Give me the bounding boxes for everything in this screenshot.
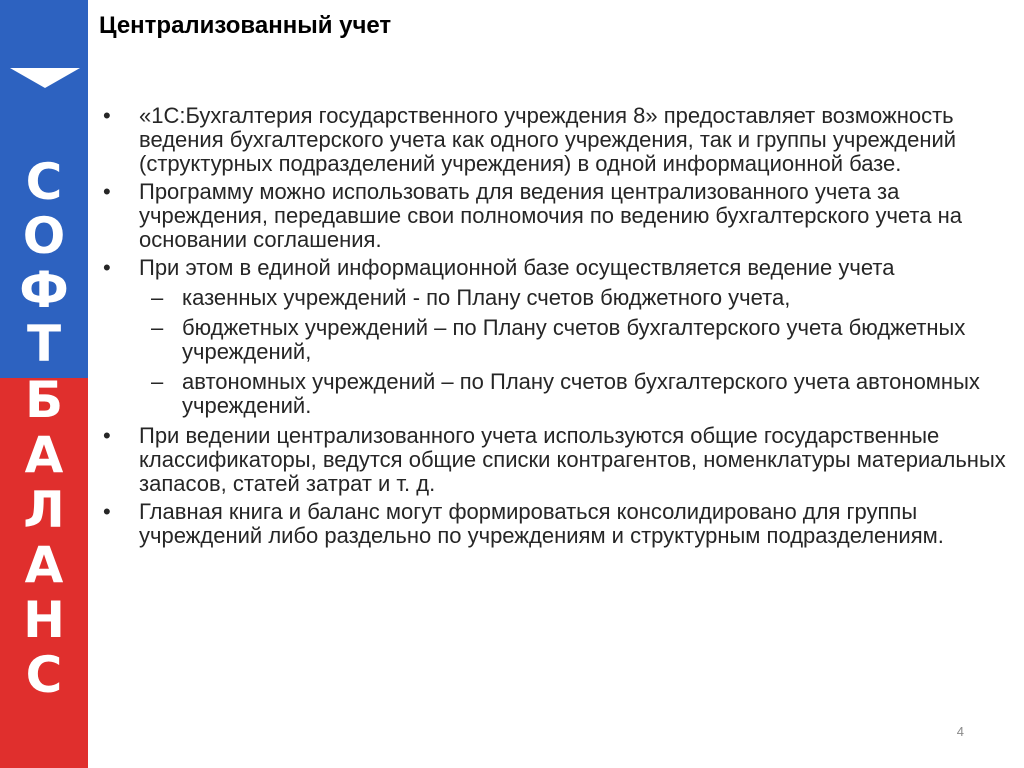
bullet-dot-icon: • [103, 255, 111, 280]
sub-bullet-text: бюджетных учреждений – по Плану счетов бухгалтерского учета бюджетных учреждений, [182, 315, 966, 364]
logo-letter-5: Б [24, 371, 64, 429]
dash-icon: – [151, 285, 164, 310]
sub-bullet-item [99, 286, 1014, 310]
bullet-list [99, 104, 1014, 280]
bullet-text: При этом в единой информационной базе осуществляется ведение учета [139, 255, 895, 280]
bullet-list-continued [99, 424, 1014, 548]
dash-icon: – [151, 369, 164, 394]
bullet-dot-icon: • [103, 423, 111, 448]
bullet-dot-icon: • [103, 179, 111, 204]
logo-letter-3: Ф [19, 261, 69, 319]
slide-title: Централизованный учет [99, 12, 392, 39]
logo-letter-4: Т [26, 315, 62, 373]
logo-letter-10: С [25, 646, 63, 704]
page-number: 4 [956, 724, 964, 739]
chevron-down-icon [0, 0, 88, 140]
bullet-item [99, 500, 1014, 548]
sub-bullet-text: автономных учреждений – по Плану счетов бухгалтерского учета автономных учреждений. [182, 369, 980, 418]
sub-bullet-item [99, 370, 1014, 418]
logo-letter-2: О [22, 207, 66, 265]
bullet-text: При ведении централизованного учета используются общие государственные классификаторы, ведутся общие списки контрагентов, номенклатуры материальных запасов, статей затрат и т. д. [139, 423, 1006, 496]
logo-letter-6: А [24, 426, 64, 484]
slide-content [99, 104, 1014, 552]
bullet-text: Программу можно использовать для ведения централизованного учета за учреждения, передавшие свои полномочия по ведению бухгалтерского учета на основании соглашения. [139, 179, 962, 252]
dash-icon: – [151, 315, 164, 340]
bullet-text: «1С:Бухгалтерия государственного учреждения 8» предоставляет возможность ведения бухгалтерского учета как одного учреждения, так и группы учреждений (структурных подразделений учреждения) в одной информационной базе. [139, 103, 957, 176]
bullet-dot-icon: • [103, 103, 111, 128]
brand-sidebar [0, 0, 88, 768]
logo-letter-9: Н [23, 591, 65, 649]
logo-letter-1: С [25, 153, 63, 211]
bullet-text: Главная книга и баланс могут формироваться консолидировано для группы учреждений либо раздельно по учреждениям и структурным подразделениям. [139, 499, 944, 548]
sub-bullet-item [99, 316, 1014, 364]
bullet-item [99, 424, 1014, 496]
bullet-dot-icon: • [103, 499, 111, 524]
sub-bullet-text: казенных учреждений - по Плану счетов бюджетного учета, [182, 285, 791, 310]
logo-letter-7: Л [23, 481, 65, 539]
sub-bullet-list [99, 286, 1014, 418]
bullet-item [99, 256, 1014, 280]
bullet-item [99, 104, 1014, 176]
logo-letter-8: А [24, 536, 64, 594]
bullet-item [99, 180, 1014, 252]
